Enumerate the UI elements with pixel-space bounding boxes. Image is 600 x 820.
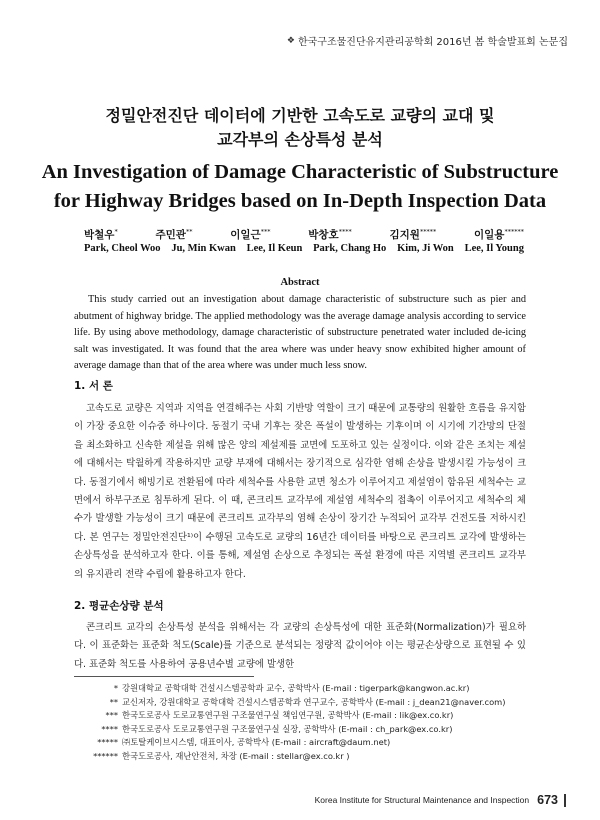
footnote: * 강원대학교 공학대학 건설시스템공학과 교수, 공학박사 (E-mail : tigerpark@kangwon.ac.kr) [113,683,470,693]
section-body-introduction: 고속도로 교량은 지역과 지역을 연결해주는 사회 기반망 역할이 크기 때문에 교통량의 원활한 흐름을 유지함이 가장 중요한 이슈중 하나이다. 동절기 국내 기후는 잦은 폭설이 발생하는 기후이며 이 시기에 기간망의 단절을 최소화하고 신속한 제설을 위해 많은 양의 제설제를 교면에 도포하고 있는 실정이다. 이와 같은 조치는 제설에 대해서는 탁월하게 작용하지만 교량 부재에 대해서는 장기적으로 심각한 염해 손상을 발생시킬 가능성이 크다. 동절기에서 해빙기로 전환됨에 따라 세척수를 사용한 교면 청소가 이루어지고 제설염이 함유된 세척수는 교면에서 하부구조로 침투하게 된다. 이 때, 콘크리트 교각부에 제설염 세척수의 접촉이 이루어지고 세척수의 체수가 발생할 가능성이 크기 때문에 콘크리트 교각부의 염해 손상이 장기간 누적되어 교각부 건전도를 저하시킨다. 본 연구는 정밀안전진단¹⁾이 수행된 고속도로 교량의 16년간 데이터를 바탕으로 콘크리트 교각에 발생하는 손상특성을 분석하고자 한다. 이를 통해, 제설염 손상으로 추정되는 폭설 환경에 따른 지역별 콘크리트 교각부의 유지관리 전략 수립에 활용하고자 한다. [74,403,526,580]
author-english: Lee, Il Young [464,243,524,254]
footnotes [84,682,505,764]
author-korean: 주민관** [155,227,193,241]
journal-header-text: 한국구조물진단유지관리공학회 2016년 봄 학술발표회 논문집 [297,37,568,48]
footnote: **** 한국도로공사 도로교통연구원 구조물연구실 실장, 공학박사 (E-mail : ch_park@ex.co.kr) [101,723,453,734]
footer-institute: Korea Institute for Structural Maintenance and Inspection [314,795,530,805]
footnote: ** 교신저자, 강원대학교 공학대학 건설시스템공학과 연구교수, 공학박사 (E-mail : j_dean21@naver.com) [109,696,506,707]
author-english: Park, Chang Ho [313,243,387,254]
author-korean: 이일근*** [230,227,271,241]
abstract-text: This study carried out an investigation about damage characteristic of substructure such as pier and abutment of highway bridge. The applied methodology was the average damage analysis according to service life. By using above methodology, damage characteristic of substructure penetrated water included de-icing salt was investigated. It was found that the area where was under heavy snow exhibited higher amount of average damage than that of the area where was under much less snow. [74,294,526,371]
journal-header [287,33,568,48]
title-korean-line-2: 교각부의 손상특성 분석 [217,130,383,149]
author-korean: 김지원***** [389,227,437,241]
title-korean-line-1: 정밀안전진단 데이터에 기반한 고속도로 교량의 교대 및 [105,106,495,125]
author-korean: 이일용****** [474,227,524,241]
title-english-line-1: An Investigation of Damage Characteristic of Substructure [41,161,559,183]
title-english-line-2: for Highway Bridges based on In-Depth Inspection Data [53,190,547,212]
section-heading-average-damage: 2. 평균손상량 분석 [74,600,164,612]
author-english: Ju, Min Kwan [171,243,236,254]
footnote: *** 한국도로공사 도로교통연구원 구조물연구실 책임연구원, 공학박사 (E-mail : lik@ex.co.kr) [105,710,454,721]
title-korean [0,104,600,152]
footnote: ****** 한국도로공사, 재난안전처, 차장 (E-mail : stellar@ex.co.kr ) [93,750,350,761]
page-footer [315,793,566,807]
section-heading-introduction: 1. 서 론 [74,380,113,392]
authors-korean [84,227,524,242]
diamond-cluster-icon: ❖ [286,35,295,46]
authors-english [84,243,524,254]
abstract-heading: Abstract [280,277,320,288]
author-korean: 박철우* [84,227,118,241]
title-english [0,158,600,216]
author-english: Kim, Ji Won [397,243,454,254]
author-english: Lee, Il Keun [246,243,303,254]
footnote-divider [74,676,254,677]
author-korean: 박창호**** [308,227,352,241]
footnote: ***** ㈜토탈케이브시스템, 대표이사, 공학박사 (E-mail : aircraft@daum.net) [97,737,391,748]
author-english: Park, Cheol Woo [84,243,161,254]
footer-bar [564,794,566,807]
section-body-average-damage: 콘크리트 교각의 손상특성 분석을 위해서는 각 교량의 손상특성에 대한 표준화(Normalization)가 필요하다. 이 표준화는 표준화 척도(Scale)를 기준으로 분석되는 정량적 값이어야 이는 평균손상량으로 표현될 수 있다. 표준화 척도를 사용하여 공용년수별 교량에 발생한 [74,622,526,670]
page-number: 673 [537,793,558,807]
